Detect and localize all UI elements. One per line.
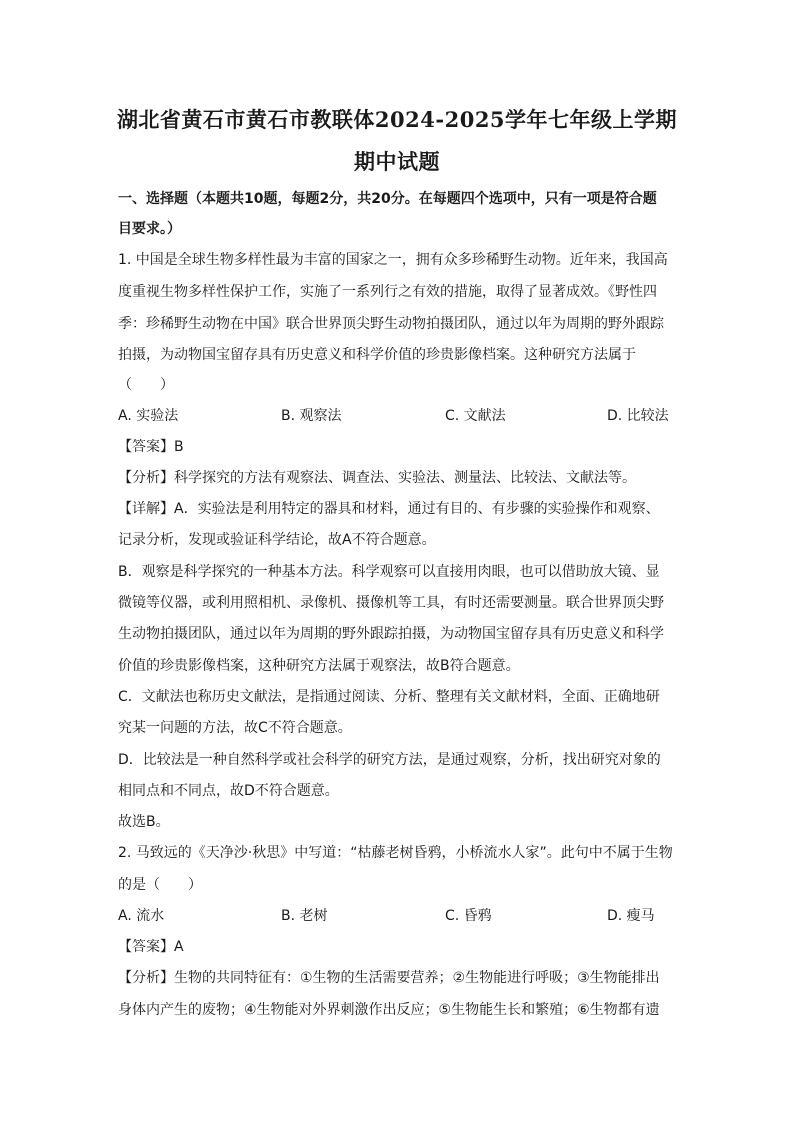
section-header: 一、选择题（本题共10题，每题2分，共20分。在每题四个选项中，只有一项是符合题 xyxy=(118,191,657,207)
q2-option-b: B. 老树 xyxy=(281,908,328,924)
q2-stem-line: 的是（ ） xyxy=(118,877,202,893)
section-header-continued: 目要求。） xyxy=(118,221,181,237)
q1-detail-line: 【详解】A．实验法是利用特定的器具和材料，通过有目的、有步骤的实验操作和观察、 xyxy=(118,501,660,517)
q1-stem-blank: （ ） xyxy=(118,377,174,393)
q1-option-a: A. 实验法 xyxy=(118,408,179,424)
q1-option-b: B. 观察法 xyxy=(281,408,342,424)
q1-detail-line: C．文献法也称历史文献法，是指通过阅读、分析、整理有关文献材料，全面、正确地研 xyxy=(118,689,660,705)
q2-analysis-line: 【分析】生物的共同特征有：①生物的生活需要营养；②生物能进行呼吸；③生物能排出 xyxy=(118,970,660,986)
q1-detail-line: 价值的珍贵影像档案，这种研究方法属于观察法，故B符合题意。 xyxy=(118,658,520,674)
q2-stem-line: 2. 马致远的《天净沙·秋思》中写道：“枯藤老树昏鸦，小桥流水人家”。此句中不属于生物 xyxy=(118,845,673,861)
q2-option-d: D. 瘦马 xyxy=(607,908,655,924)
q1-option-d: D. 比较法 xyxy=(607,408,669,424)
q2-option-a: A. 流水 xyxy=(118,908,165,924)
q2-answer: 【答案】A xyxy=(118,939,184,955)
q1-analysis: 【分析】科学探究的方法有观察法、调查法、实验法、测量法、比较法、文献法等。 xyxy=(118,470,636,486)
q1-answer: 【答案】B xyxy=(118,439,184,455)
q1-detail-line: 微镜等仪器，或利用照相机、录像机、摄像机等工具，有时还需要测量。联合世界顶尖野 xyxy=(118,595,664,611)
q1-detail-line: 生动物拍摄团队，通过以年为周期的野外跟踪拍摄，为动物国宝留存具有历史意义和科学 xyxy=(118,626,664,642)
document-title-line-1: 湖北省黄石市黄石市教联体2024-2025学年七年级上学期 xyxy=(116,107,678,132)
q1-conclusion: 故选B。 xyxy=(118,814,170,830)
q1-option-c: C. 文献法 xyxy=(445,408,506,424)
q1-detail-line: B．观察是科学探究的一种基本方法。科学观察可以直接用肉眼，也可以借助放大镜、显 xyxy=(118,564,660,580)
q1-detail-line: 记录分析，发现或验证科学结论，故A不符合题意。 xyxy=(118,532,436,548)
q2-option-c: C. 昏鸦 xyxy=(445,908,492,924)
q1-detail-line: 究某一问题的方法，故C不符合题意。 xyxy=(118,720,352,736)
q1-detail-line: 相同点和不同点，故D不符合题意。 xyxy=(118,783,339,799)
q1-detail-line: D．比较法是一种自然科学或社会科学的研究方法，是通过观察，分析，找出研究对象的 xyxy=(118,752,661,768)
q1-stem-line: 度重视生物多样性保护工作，实施了一系列行之有效的措施，取得了显著成效。《野性四 xyxy=(118,284,657,300)
q1-stem-line: 拍摄，为动物国宝留存具有历史意义和科学价值的珍贵影像档案。这种研究方法属于 xyxy=(118,347,636,363)
q1-stem-line: 1. 中国是全球生物多样性最为丰富的国家之一，拥有众多珍稀野生动物。近年来，我国高 xyxy=(118,252,668,268)
q2-analysis-line: 身体内产生的废物；④生物能对外界刺激作出反应；⑤生物能生长和繁殖；⑥生物都有遗 xyxy=(118,1002,660,1018)
document-title-line-2: 期中试题 xyxy=(354,149,440,174)
q1-stem-line: 季：珍稀野生动物在中国》联合世界顶尖野生动物拍摄团队，通过以年为周期的野外跟踪 xyxy=(118,316,664,332)
